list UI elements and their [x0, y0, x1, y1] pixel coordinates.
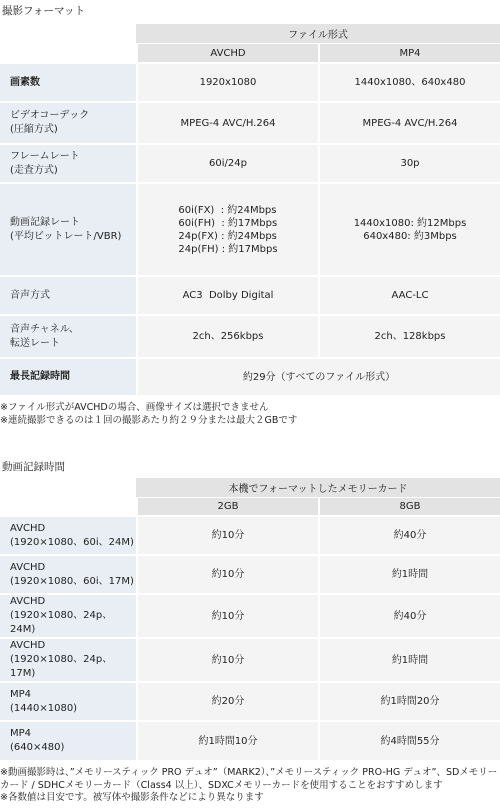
row-label-audio-format: 音声方式: [0, 277, 136, 316]
row-label: AVCHD (1920×1080、24p、24M): [0, 595, 136, 639]
header-blank: [0, 498, 136, 517]
cell-avchd: 1920x1080: [136, 64, 318, 103]
cell-mp4: 1440x1080、640x480: [318, 64, 500, 103]
row-label-max-recording: 最長記録時間: [0, 359, 136, 397]
note: ※ファイル形式がAVCHDの場合、画像サイズは選択できません: [0, 402, 269, 413]
cell-mp4: 1440x1080: 約12Mbps 640x480: 約3Mbps: [318, 184, 500, 277]
row-label: MP4 (640×480): [0, 722, 136, 762]
row-label: MP4 (1440×1080): [0, 683, 136, 722]
table-row: [0, 517, 500, 556]
cell-2gb: 約20分: [136, 683, 318, 722]
cell-mp4: MPEG-4 AVC/H.264: [318, 103, 500, 145]
note: ※連続撮影できるのは１回の撮影あたり約２９分または最大２GBです: [0, 414, 298, 426]
cell-8gb: 約4時間55分: [318, 722, 500, 762]
column-header-avchd: AVCHD: [136, 44, 318, 64]
cell-2gb: 約10分: [136, 517, 318, 556]
cell-avchd: 2ch、256kbps: [136, 316, 318, 359]
cell-max-recording-time: 約29分（すべてのファイル形式）: [136, 359, 500, 397]
header-blank: [0, 478, 136, 498]
file-format-header: ファイル形式: [136, 24, 500, 44]
header-blank: [0, 24, 136, 44]
table-row: [0, 145, 500, 184]
shooting-format-notes: [0, 402, 500, 427]
recording-time-table: [0, 478, 500, 762]
row-label: AVCHD (1920×1080、60i、24M): [0, 517, 136, 556]
section-title-shooting-format: 撮影フォーマット: [2, 5, 86, 17]
table-row: [0, 64, 500, 103]
table-row: [0, 316, 500, 359]
table-row: [0, 683, 500, 722]
cell-8gb: 約40分: [318, 517, 500, 556]
cell-mp4: AAC-LC: [318, 277, 500, 316]
cell-2gb: 約10分: [136, 639, 318, 683]
column-header-8gb: 8GB: [318, 498, 500, 517]
note: カード / SDHCメモリーカード（Class4 以上）、SDXCメモリーカードを使用することをおすすめします: [0, 779, 443, 791]
note: ※各数値は目安です。被写体や撮影条件などにより異なります: [0, 792, 264, 803]
row-label: AVCHD (1920×1080、60i、17M): [0, 556, 136, 595]
cell-avchd: MPEG-4 AVC/H.264: [136, 103, 318, 145]
cell-avchd: 60i(FX) : 約24Mbps 60i(FH) : 約17Mbps 24p(FX) : 約24Mbps 24p(FH) : 約17Mbps: [136, 184, 318, 277]
table-row: [0, 722, 500, 762]
cell-avchd: 60i/24p: [136, 145, 318, 184]
table-row: [0, 103, 500, 145]
row-label-video-codec: ビデオコーデック (圧縮方式): [0, 103, 136, 145]
table-row: [0, 639, 500, 683]
section-title-recording-time: 動画記録時間: [2, 461, 65, 473]
cell-8gb: 約1時間: [318, 639, 500, 683]
column-header-2gb: 2GB: [136, 498, 318, 517]
cell-2gb: 約1時間10分: [136, 722, 318, 762]
table-row: [0, 359, 500, 397]
cell-8gb: 約1時間20分: [318, 683, 500, 722]
table-row: [0, 595, 500, 639]
recording-time-notes: [0, 767, 500, 805]
table-row: [0, 277, 500, 316]
note: ※動画撮影時は、”メモリースティック PRO デュオ”（MARK2）、”メモリースティック PRO-HG デュオ”、SDメモリー: [0, 767, 498, 778]
row-label: AVCHD (1920×1080、24p、17M): [0, 639, 136, 683]
row-label-recording-rate: 動画記録レート (平均ビットレート/VBR): [0, 184, 136, 277]
memory-card-header: 本機でフォーマットしたメモリーカード: [136, 478, 500, 498]
row-label-frame-rate: フレームレート (走査方式): [0, 145, 136, 184]
cell-mp4: 2ch、128kbps: [318, 316, 500, 359]
header-blank: [0, 44, 136, 64]
row-label-pixels: 画素数: [0, 64, 136, 103]
cell-2gb: 約10分: [136, 556, 318, 595]
column-header-mp4: MP4: [318, 44, 500, 64]
cell-avchd: AC3 Dolby Digital: [136, 277, 318, 316]
table-row: [0, 184, 500, 277]
cell-8gb: 約1時間: [318, 556, 500, 595]
cell-2gb: 約10分: [136, 595, 318, 639]
shooting-format-table: [0, 24, 500, 397]
cell-8gb: 約40分: [318, 595, 500, 639]
table-row: [0, 556, 500, 595]
cell-mp4: 30p: [318, 145, 500, 184]
row-label-audio-channel: 音声チャネル、 転送レート: [0, 316, 136, 359]
